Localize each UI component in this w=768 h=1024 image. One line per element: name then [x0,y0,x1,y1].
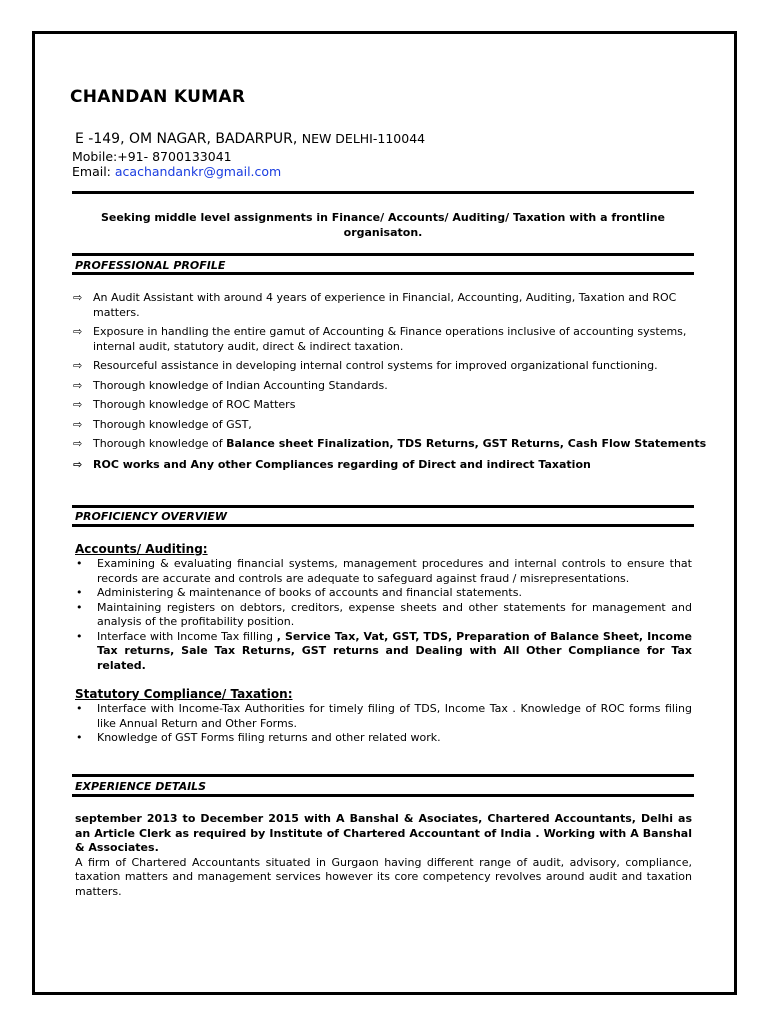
item-text: Interface with Income Tax filling [97,629,277,643]
profile-list [72,291,707,472]
divider [72,253,694,256]
list-item [75,601,692,630]
arrow-bullet-icon: ⇨ [73,291,83,304]
item-text: Exposure in handling the entire gamut of Accounting & Finance operations inclusive of accounting systems, internal audit, statutory audit, direct & indirect taxation. [93,325,687,353]
list-item [72,359,694,374]
email-link[interactable]: acachandankr@gmail.com [114,164,282,179]
list-item [72,418,694,433]
bullet-icon: • [76,702,83,715]
list-item [72,437,707,452]
item-text: An Audit Assistant with around 4 years of experience in Financial, Accounting, Auditing, Taxation and ROC matters. [93,291,677,319]
list-item [75,731,692,746]
list-item [72,379,694,394]
section-title-experience-details: EXPERIENCE DETAILS [75,780,207,793]
item-text: Administering & maintenance of books of accounts and financial statements. [97,586,522,599]
list-item [72,291,694,320]
statutory-list [75,702,692,746]
list-item [75,630,692,674]
career-objective: Seeking middle level assignments in Finance/ Accounts/ Auditing/ Taxation with a frontline organisaton. [100,211,666,239]
experience-heading: september 2013 to December 2015 with A Banshal & Asociates, Chartered Accountants, Delhi as an Article Clerk as required by Institute of Chartered Accountant of India . Working with A Banshal & Associates. [75,812,692,854]
item-text: Thorough knowledge of Indian Accounting Standards. [93,378,388,392]
arrow-bullet-icon: ⇨ [73,378,83,392]
section-title-proficiency-overview: PROFICIENCY OVERVIEW [75,510,227,523]
bullet-icon: • [76,629,83,643]
arrow-bullet-icon: ⇨ [73,359,83,372]
email-label: Email: [72,164,115,179]
email-line [72,164,281,179]
list-item [72,398,694,413]
item-bold: Balance sheet Finalization, TDS Returns, GST Returns, Cash Flow Statements [226,437,707,450]
subheading-accounts-auditing: Accounts/ Auditing: [75,542,208,556]
address-city: NEW DELHI-110044 [301,131,426,146]
list-item [72,325,694,354]
list-item [72,458,694,473]
arrow-bullet-icon: ⇨ [73,398,83,411]
bullet-icon: • [76,731,83,744]
divider [72,505,694,508]
item-text: Resourceful assistance in developing internal control systems for improved organizational functioning. [93,359,658,372]
list-item [75,557,692,586]
mobile-line [72,149,232,164]
address-main: E -149, OM NAGAR, BADARPUR, [75,131,298,147]
mobile-label: Mobile: [72,149,118,164]
bullet-icon: • [76,557,83,570]
bullet-icon: • [76,586,83,599]
divider [72,272,694,275]
accounts-list [75,557,692,673]
divider [72,774,694,777]
section-title-professional-profile: PROFESSIONAL PROFILE [75,259,226,272]
divider [72,524,694,527]
address [75,131,425,147]
item-text: Thorough knowledge of ROC Matters [93,398,296,411]
item-text: Thorough knowledge of GST, [93,417,252,431]
arrow-bullet-icon: ⇨ [73,437,83,450]
mobile-value: +91- 8700133041 [117,149,232,164]
arrow-bullet-icon: ⇨ [73,457,83,471]
item-bold: , Service Tax, Vat, GST, TDS, Preparation of Balance Sheet, Income Tax returns, Sale Tax Returns, GST returns and Dealing with All Other Compliance for Tax related. [97,629,692,672]
divider [72,794,694,797]
experience-description: A firm of Chartered Accountants situated in Gurgaon having different range of audit, advisory, compliance, taxation matters and management services however its core competency revolves around audit and taxation matters. [75,855,692,898]
arrow-bullet-icon: ⇨ [73,417,83,431]
bullet-icon: • [76,600,83,614]
item-text: Maintaining registers on debtors, creditors, expense sheets and other statements for management and analysis of the profitability position. [97,600,692,628]
candidate-name: CHANDAN KUMAR [70,87,246,107]
list-item [75,586,692,601]
item-bold: ROC works and Any other Compliances regarding of Direct and indirect Taxation [93,457,591,471]
item-text: Thorough knowledge of [93,437,227,450]
experience-entry [75,812,692,899]
item-text: Knowledge of GST Forms filing returns and other related work. [97,731,441,744]
divider [72,191,694,194]
item-text: Interface with Income-Tax Authorities for timely filing of TDS, Income Tax . Knowledge of ROC forms filing like Annual Return and Other Forms. [97,702,692,730]
item-text: Examining & evaluating financial systems, management procedures and internal controls to ensure that records are accurate and controls are adequate to safeguard against fraud / misrepresentations. [97,557,692,585]
list-item [75,702,692,731]
arrow-bullet-icon: ⇨ [73,325,83,338]
subheading-statutory-compliance: Statutory Compliance/ Taxation: [75,687,293,701]
